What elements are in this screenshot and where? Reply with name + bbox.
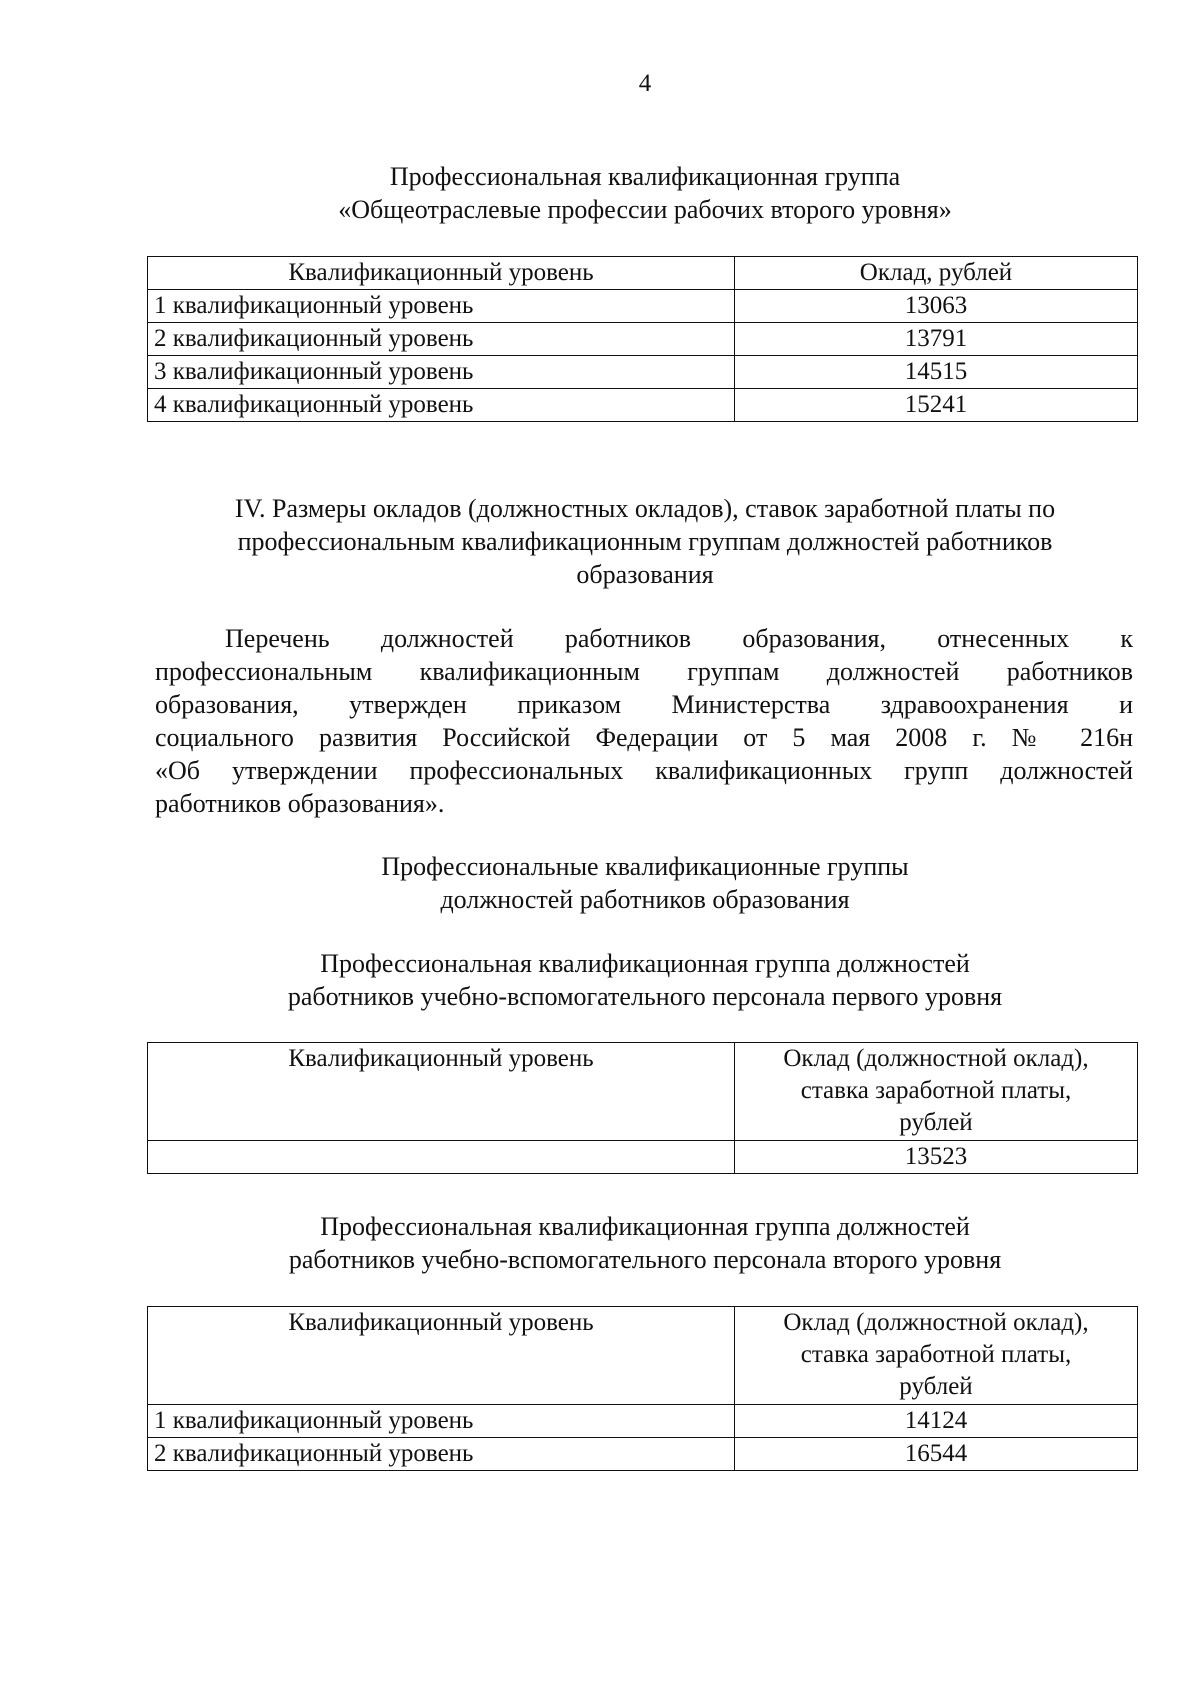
heading-line: Профессиональная квалификационная группа [389,162,901,191]
level-cell: 4 квалификационный уровень [148,389,735,422]
group-heading-workers [150,160,1140,226]
heading-line: «Общеотраслевые профессии рабочих второго уровня» [338,195,952,224]
heading-line: работников учебно-вспомогательного персонала второго уровня [288,1245,1002,1274]
heading-line: Профессиональная квалификационная группа должностей [320,949,970,978]
pkg-education-subheading [150,850,1140,916]
table-row [148,323,1138,356]
paragraph-line: образования, утвержден приказом Министерства здравоохранения и [155,690,1133,719]
table-row [148,1405,1138,1438]
table-header-row [148,1307,1138,1405]
heading-line: IV. Размеры окладов (должностных окладов), ставок заработной платы по [234,494,1056,523]
column-header-salary: Оклад, рублей [735,257,1138,290]
section-iv-heading [150,492,1140,591]
salary-table-workers [147,256,1138,422]
column-header-salary [735,1043,1138,1141]
header-line: Оклад (должностной оклад), [783,1045,1089,1072]
header-line: Оклад (должностной оклад), [783,1309,1089,1336]
level-cell: 2 квалификационный уровень [148,323,735,356]
paragraph-line: работников образования». [155,789,445,818]
table-row [148,356,1138,389]
salary-table-first-level [147,1042,1138,1174]
table-row [148,1438,1138,1471]
table-row [148,389,1138,422]
heading-line: должностей работников образования [440,885,850,914]
group-heading-first-level [150,947,1140,1013]
salary-cell: 14124 [735,1405,1138,1438]
header-line: ставка заработной платы, [800,1077,1072,1104]
header-line: ставка заработной платы, [800,1341,1072,1368]
page-number: 4 [638,70,652,97]
header-line: рублей [899,1109,973,1136]
heading-line: образования [576,560,714,589]
body-paragraph [155,622,1133,820]
salary-cell: 13523 [735,1141,1138,1174]
paragraph-line: «Об утверждении профессиональных квалификационных групп должностей [155,756,1133,785]
paragraph-line: Перечень должностей работников образования, отнесенных к [225,624,1133,653]
level-cell [148,1141,735,1174]
column-header-level: Квалификационный уровень [148,1307,735,1405]
salary-cell: 13791 [735,323,1138,356]
column-header-salary [735,1307,1138,1405]
column-header-level: Квалификационный уровень [148,1043,735,1141]
salary-cell: 14515 [735,356,1138,389]
paragraph-line: профессиональным квалификационным группам должностей работников [155,657,1133,686]
table-header-row [148,1043,1138,1141]
salary-cell: 15241 [735,389,1138,422]
heading-line: работников учебно-вспомогательного персонала первого уровня [287,982,1003,1011]
level-cell: 3 квалификационный уровень [148,356,735,389]
salary-cell: 16544 [735,1438,1138,1471]
heading-line: профессиональным квалификационным группам должностей работников [237,527,1053,556]
column-header-level: Квалификационный уровень [148,257,735,290]
salary-cell: 13063 [735,290,1138,323]
table-row [148,290,1138,323]
table-row [148,1141,1138,1174]
group-heading-second-level [150,1210,1140,1276]
level-cell: 1 квалификационный уровень [148,1405,735,1438]
level-cell: 1 квалификационный уровень [148,290,735,323]
header-line: рублей [899,1373,973,1400]
salary-table-second-level [147,1306,1138,1471]
paragraph-line: социального развития Российской Федерации от 5 мая 2008 г. № 216н [155,723,1133,752]
table-header-row [148,257,1138,290]
heading-line: Профессиональная квалификационная группа должностей [320,1212,970,1241]
heading-line: Профессиональные квалификационные группы [381,852,909,881]
level-cell: 2 квалификационный уровень [148,1438,735,1471]
